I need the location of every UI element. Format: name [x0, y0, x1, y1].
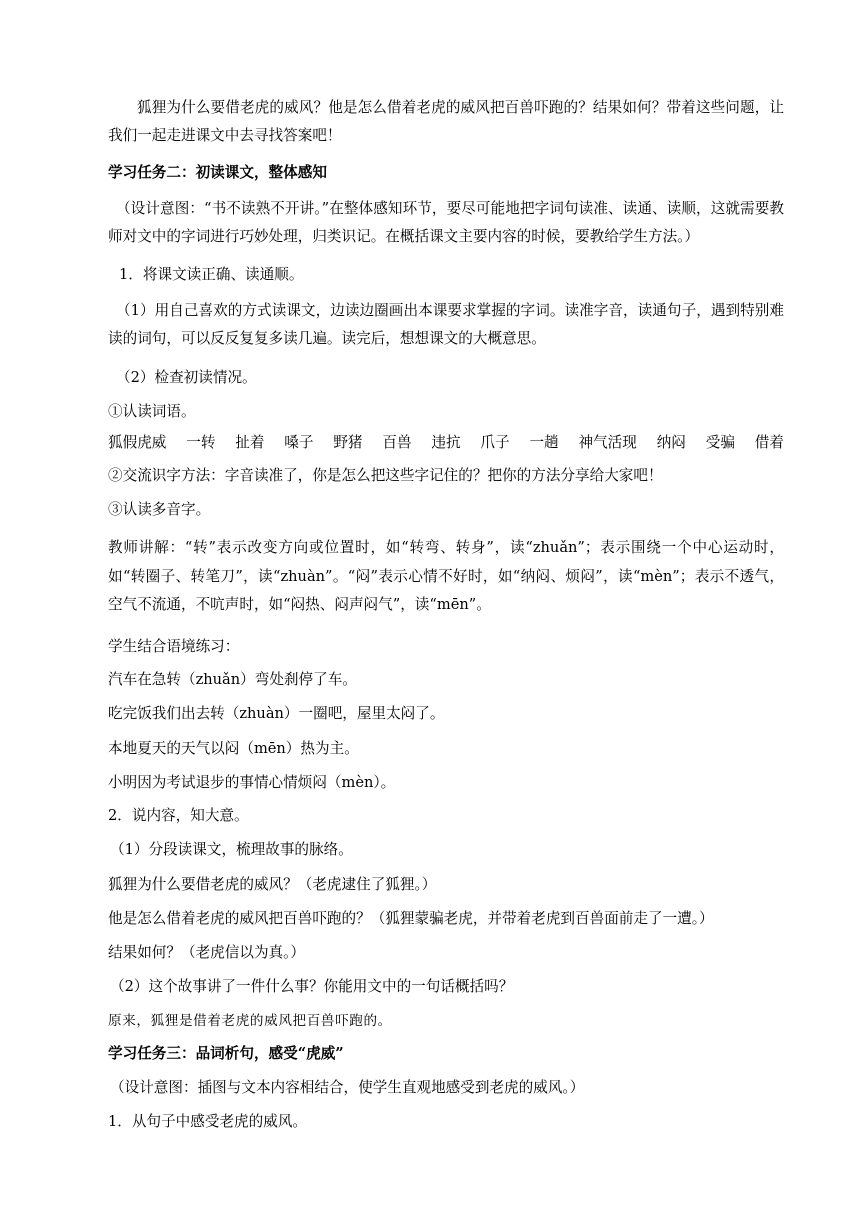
word-item: 纳闷 [656, 434, 686, 451]
word-item: 神气活现 [578, 434, 637, 451]
task2-step1-1: （1）用自己喜欢的方式读课文，边读边圈画出本课要求掌握的字词。读准字音，读通句子，遇到特别难读的词句，可以反反复复多读几遍。读完后，想想课文的大概意思。 [108, 302, 784, 347]
word-list [108, 433, 784, 453]
task2-step2: 2．说内容，知大意。 [108, 807, 249, 824]
task2-design-intent: （设计意图：“书不读熟不开讲。”在整体感知环节，要尽可能地把字词句读准、读通、读顺，这就需要教师对文中的字词进行巧妙处理，归类识记。在概括课文主要内容的时候，要教给学生方法。） [108, 200, 784, 245]
read-words-label: ①认读词语。 [108, 403, 196, 420]
word-item: 违抗 [431, 434, 461, 451]
task2-heading: 学习任务二：初读课文，整体感知 [108, 164, 327, 181]
polyphone-label: ③认读多音字。 [108, 501, 211, 518]
literacy-method: ②交流识字方法：字音读准了，你是怎么把这些字记住的？把你的方法分享给大家吧！ [108, 467, 663, 484]
practice-sentence: 本地夏天的天气以闷（mēn）热为主。 [108, 740, 359, 757]
task3-design-intent: （设计意图：插图与文本内容相结合，使学生直观地感受到老虎的威风。） [110, 1079, 585, 1096]
practice-sentence: 汽车在急转（zhuǎn）弯处刹停了车。 [108, 671, 357, 688]
practice-title: 学生结合语境练习： [108, 638, 240, 655]
qa-line: 狐狸为什么要借老虎的威风？（老虎逮住了狐狸。） [108, 876, 437, 893]
word-item: 狐假虎威 [108, 434, 167, 451]
qa-line: 结果如何？（老虎信以为真。） [108, 944, 306, 961]
practice-sentence: 小明因为考试退步的事情心情烦闷（mèn）。 [108, 774, 396, 791]
word-item: 百兽 [382, 434, 412, 451]
teacher-explanation: 教师讲解：“转”表示改变方向或位置时，如“转弯、转身”，读“zhuǎn”；表示围绕一个中心运动时，如“转圈子、转笔刀”，读“zhuàn”。“闷”表示心情不好时，如“纳闷、烦闷”，读“mèn”；表示不透气，空气不流通，不吭声时，如“闷热、闷声闷气”，读“mēn”。 [108, 539, 784, 613]
word-item: 野猪 [333, 434, 363, 451]
task2-step2-1: （1）分段读课文，梳理故事的脉络。 [110, 841, 353, 858]
word-item: 一转 [186, 434, 216, 451]
word-item: 一趟 [529, 434, 559, 451]
word-item: 爪子 [480, 434, 510, 451]
word-item: 借着 [754, 434, 784, 451]
qa-line: 他是怎么借着老虎的威风把百兽吓跑的？（狐狸蒙骗老虎，并带着老虎到百兽面前走了一遭。） [108, 910, 714, 927]
task2-step2-2: （2）这个故事讲了一件什么事？你能用文中的一句话概括吗？ [110, 978, 514, 995]
practice-sentence: 吃完饭我们出去转（zhuàn）一圈吧，屋里太闷了。 [108, 705, 445, 722]
task3-step1: 1．从句子中感受老虎的威风。 [108, 1113, 308, 1130]
word-item: 嗓子 [284, 434, 314, 451]
word-item: 受骗 [705, 434, 735, 451]
intro-paragraph: 狐狸为什么要借老虎的威风？他是怎么借着老虎的威风把百兽吓跑的？结果如何？带着这些问题，让我们一起走进课文中去寻找答案吧！ [108, 99, 784, 144]
word-item: 扯着 [235, 434, 265, 451]
task2-step1-2: （2）检查初读情况。 [116, 369, 257, 386]
task2-step1: 1．将课文读正确、读通顺。 [119, 266, 304, 283]
task3-heading: 学习任务三：品词析句，感受“虎威” [108, 1045, 344, 1062]
summary-answer: 原来，狐狸是借着老虎的威风把百兽吓跑的。 [108, 1013, 392, 1029]
